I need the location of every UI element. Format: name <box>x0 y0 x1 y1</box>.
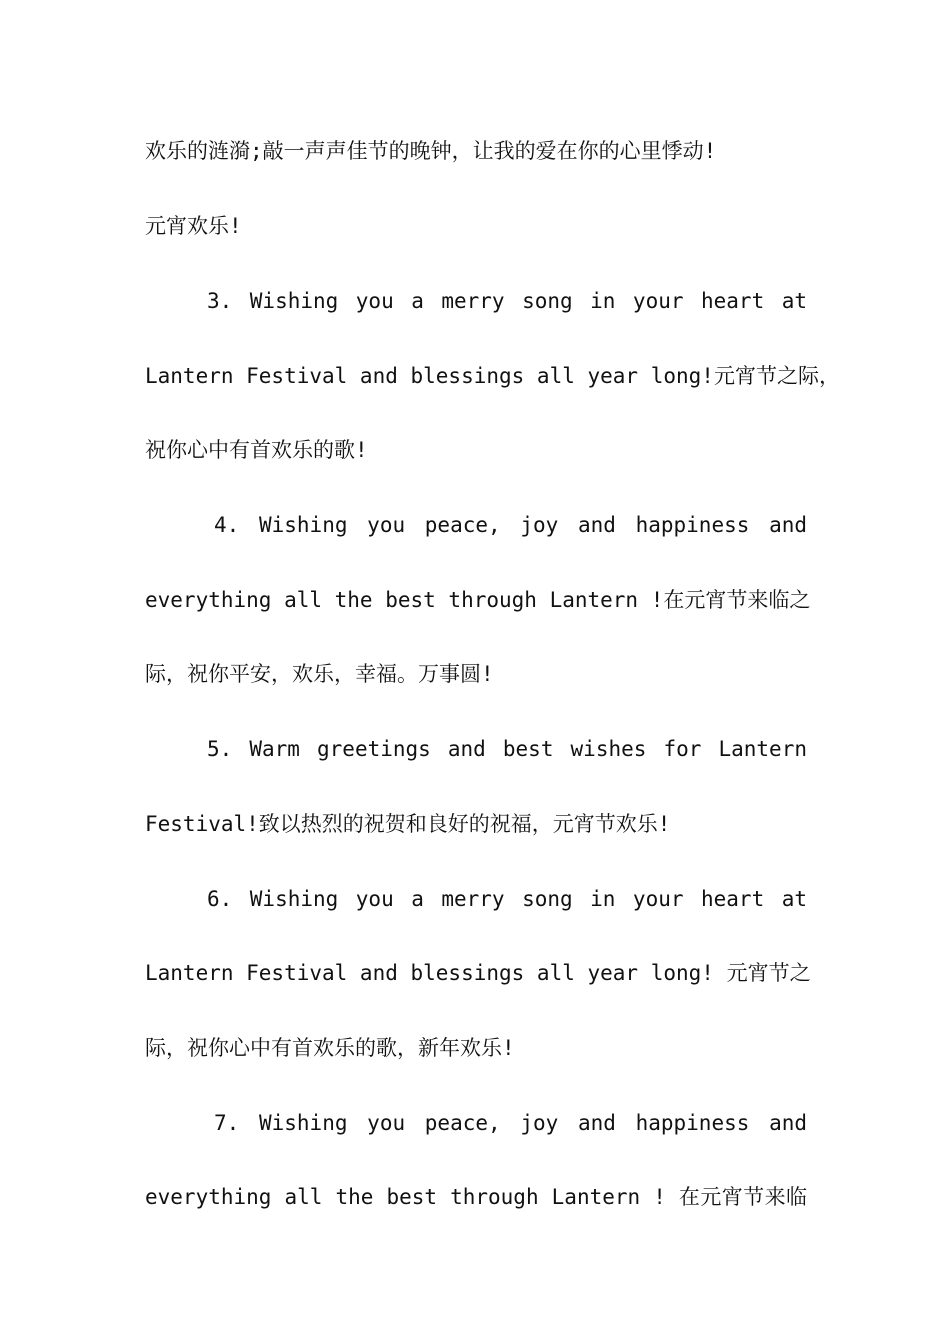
item-7-line-1: 7. Wishing you peace, joy and happiness and <box>214 1111 807 1135</box>
text-line-1: 欢乐的涟漪;敲一声声佳节的晚钟，让我的爱在你的心里悸动! <box>145 139 717 163</box>
item-6-line-2: Lantern Festival and blessings all year long! 元宵节之 <box>145 961 811 985</box>
item-5-line-2: Festival!致以热烈的祝贺和良好的祝福，元宵节欢乐! <box>145 812 671 836</box>
item-3-line-3: 祝你心中有首欢乐的歌! <box>145 438 368 462</box>
item-7-line-2: everything all the best through Lantern ! 在元宵节来临 <box>145 1185 807 1209</box>
item-4-line-2: everything all the best through Lantern !在元宵节来临之 <box>145 588 811 612</box>
item-3-line-2: Lantern Festival and blessings all year long!元宵节之际， <box>145 364 840 388</box>
item-5-line-1: 5. Warm greetings and best wishes for Lantern <box>207 737 807 761</box>
item-6-line-1: 6. Wishing you a merry song in your heart at <box>207 887 807 911</box>
item-6-line-3: 际，祝你心中有首欢乐的歌，新年欢乐! <box>145 1036 515 1060</box>
item-4-line-1: 4. Wishing you peace, joy and happiness and <box>214 513 807 537</box>
item-3-line-1: 3. Wishing you a merry song in your heart at <box>207 289 807 313</box>
item-4-line-3: 际，祝你平安，欢乐，幸福。万事圆! <box>145 662 494 686</box>
text-line-2: 元宵欢乐! <box>145 214 242 238</box>
